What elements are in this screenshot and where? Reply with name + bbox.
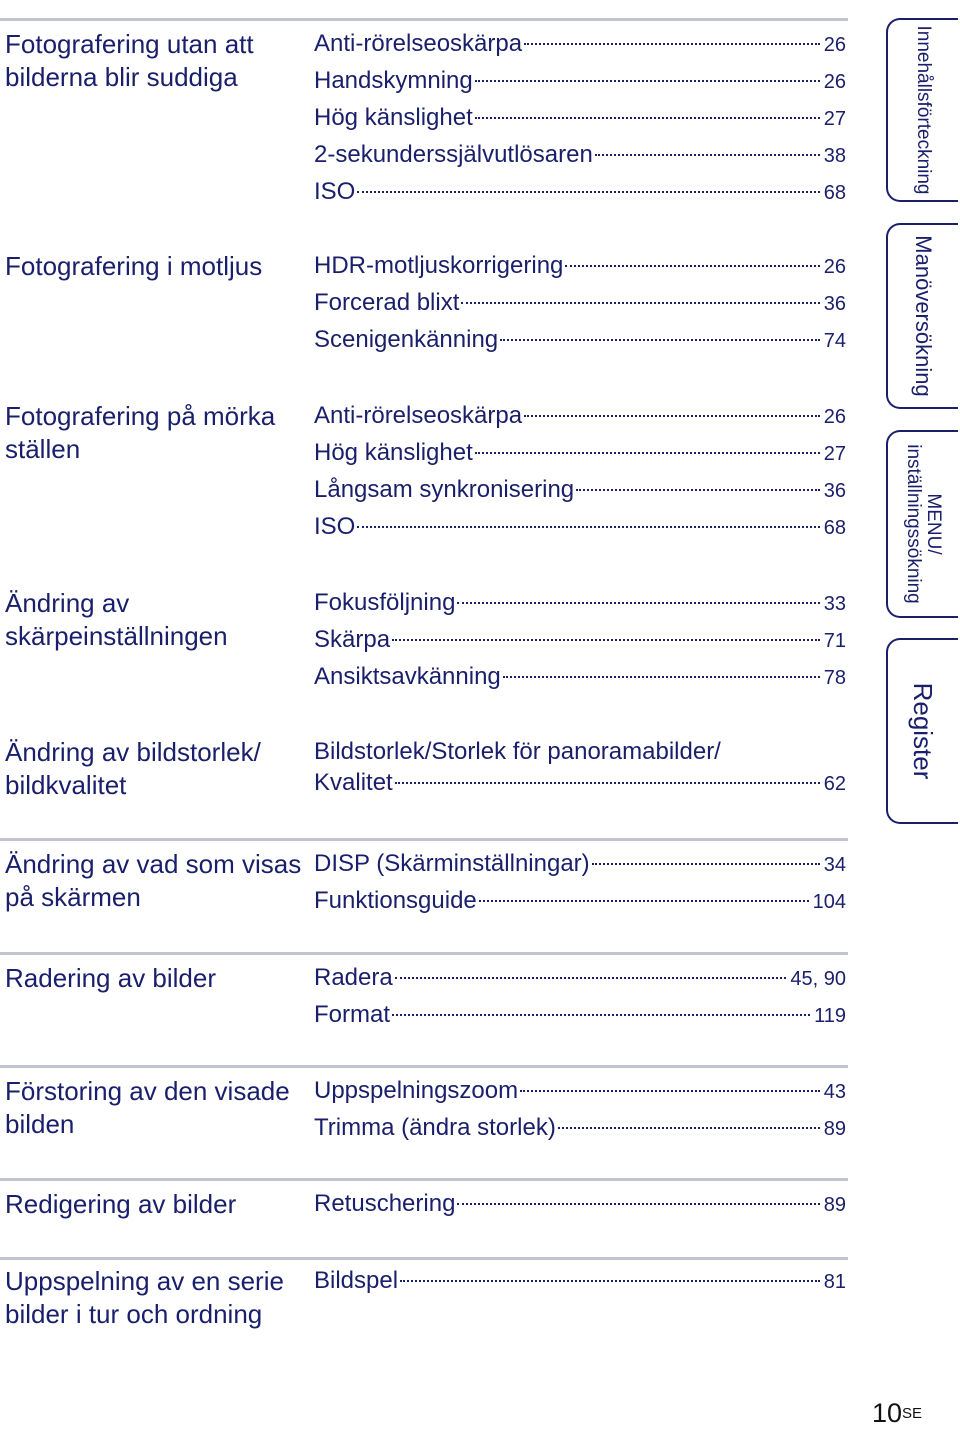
tab-toc-label: Innehållsförteckning bbox=[913, 25, 934, 195]
index-entry[interactable]: Ansiktsavkänning 78 bbox=[314, 663, 846, 690]
category-label: Förstoring av den visade bilden bbox=[5, 1076, 290, 1139]
index-entry[interactable]: ISO 68 bbox=[314, 513, 846, 540]
tab-toc[interactable] bbox=[886, 18, 958, 202]
tab-menu-label: MENU/ inställningssökning bbox=[903, 444, 944, 604]
index-entry[interactable]: DISP (Skärminställningar) 34 bbox=[314, 850, 846, 877]
tab-operation-search[interactable] bbox=[886, 223, 958, 409]
section-divider bbox=[0, 838, 848, 841]
entry-list bbox=[314, 247, 846, 358]
category-label: Fotografering på mörka ställen bbox=[5, 401, 276, 464]
entry-list bbox=[314, 25, 846, 210]
index-entry[interactable]: Handskymning 26 bbox=[314, 67, 846, 94]
index-entry[interactable]: Långsam synkronisering 36 bbox=[314, 476, 846, 503]
entry-list bbox=[314, 584, 846, 695]
category-label: Ändring av bildstorlek/ bildkvalitet bbox=[5, 737, 261, 800]
index-entry[interactable]: Anti-rörelseoskärpa 26 bbox=[314, 402, 846, 429]
category-label: Ändring av skärpeinställningen bbox=[5, 588, 228, 651]
index-entry[interactable]: Format 119 bbox=[314, 1001, 846, 1028]
category-label: Ändring av vad som visas på skärmen bbox=[5, 849, 302, 912]
category-label: Fotografering utan att bilderna blir suddiga bbox=[5, 29, 254, 92]
index-entry[interactable]: HDR-motljuskorrigering 26 bbox=[314, 252, 846, 279]
entry-list bbox=[314, 1185, 846, 1222]
category-label: Radering av bilder bbox=[5, 963, 217, 993]
index-entry[interactable]: Forcerad blixt 36 bbox=[314, 289, 846, 316]
section-divider bbox=[0, 1257, 848, 1260]
index-entry[interactable]: Funktionsguide 104 bbox=[314, 887, 846, 914]
category-label: Uppspelning av en serie bilder i tur och ordning bbox=[5, 1266, 284, 1329]
index-entry[interactable]: Scenigenkänning 74 bbox=[314, 326, 846, 353]
tab-index-label: Register bbox=[908, 682, 938, 780]
section-divider bbox=[0, 1065, 848, 1068]
index-entry[interactable]: Bildspel 81 bbox=[314, 1267, 846, 1294]
index-entry[interactable]: Radera 45, 90 bbox=[314, 964, 846, 991]
entry-list bbox=[314, 1072, 846, 1146]
section-divider bbox=[0, 952, 848, 955]
tab-menu-settings-search[interactable] bbox=[886, 430, 958, 618]
index-entry[interactable]: Anti-rörelseoskärpa 26 bbox=[314, 30, 846, 57]
page-number: $10^{SE}$ bbox=[872, 1398, 923, 1428]
index-entry[interactable]: Bildstorlek/Storlek för panoramabilder/ Kvalitet 62 bbox=[314, 738, 846, 796]
index-entry[interactable]: Hög känslighet 27 bbox=[314, 104, 846, 131]
index-entry[interactable]: Uppspelningszoom 43 bbox=[314, 1077, 846, 1104]
category-label: Redigering av bilder bbox=[5, 1189, 237, 1219]
index-entry[interactable]: ISO 68 bbox=[314, 178, 846, 205]
entry-list bbox=[314, 1262, 846, 1299]
index-entry[interactable]: Fokusföljning 33 bbox=[314, 589, 846, 616]
entry-list bbox=[314, 736, 846, 800]
tab-index[interactable] bbox=[886, 638, 958, 824]
index-entry[interactable]: Trimma (ändra storlek) 89 bbox=[314, 1114, 846, 1141]
section-divider bbox=[0, 1178, 848, 1181]
index-entry[interactable]: Skärpa 71 bbox=[314, 626, 846, 653]
category-label: Fotografering i motljus bbox=[5, 251, 263, 281]
section-divider bbox=[0, 18, 848, 21]
entry-list bbox=[314, 397, 846, 545]
index-entry[interactable]: Retuschering 89 bbox=[314, 1190, 846, 1217]
entry-list bbox=[314, 845, 846, 919]
tab-operation-label: Manöversökning bbox=[911, 235, 936, 397]
index-entry[interactable]: 2-sekunderssjälvutlösaren 38 bbox=[314, 141, 846, 168]
index-entry[interactable]: Hög känslighet 27 bbox=[314, 439, 846, 466]
entry-list bbox=[314, 959, 846, 1033]
